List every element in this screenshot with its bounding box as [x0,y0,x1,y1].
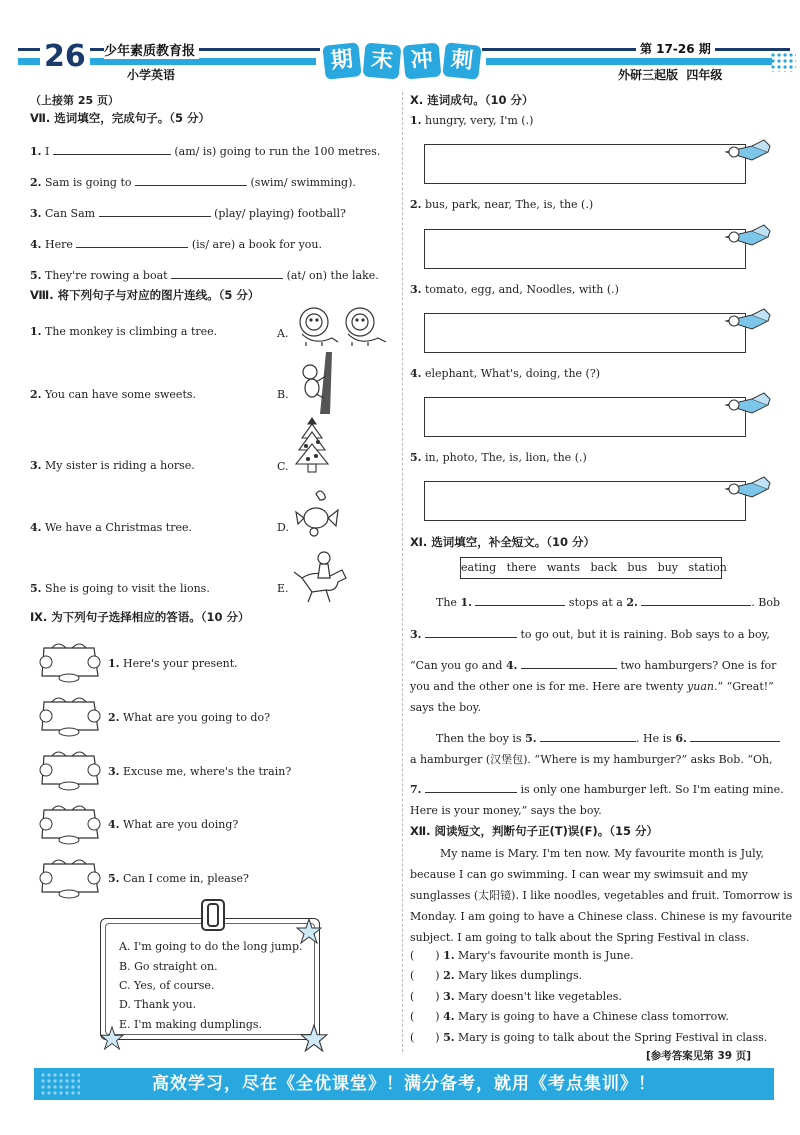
s7-pre: Can Sam [44,207,96,220]
s8-letter-b: B. [277,388,289,401]
s7-num: 1. [30,145,42,158]
s11-text: to go out, but it is raining. Bob says to a boy, [520,628,770,641]
s8-text: The monkey is climbing a tree. [44,325,218,338]
section-11-title: Ⅺ. 选词填空，补全短文。（10 分） [410,535,596,549]
header-blue-bar-right [486,58,772,65]
s10-item-4 [410,366,600,382]
lions-picture [292,304,392,348]
s7-post: (am/ is) going to run the 100 metres. [174,145,381,158]
s9-num: 1. [108,657,120,670]
answer-tag-icon [36,856,102,900]
s7-item-2 [30,174,356,191]
s12-num: 2. [443,969,455,982]
s10-item-5 [410,450,587,466]
blank-num: 1. [460,596,472,609]
s11-line-9: Here is your money,” says the boy. [410,804,602,817]
section-9-title: Ⅸ. 为下列句子选择相应的答语。（10 分） [30,610,250,624]
word-box: eating there wants back bus buy station [460,557,722,579]
s10-num: 3. [410,283,422,296]
s10-num: 5. [410,451,422,464]
s12-item-3 [410,989,622,1005]
answer-box-3[interactable] [424,313,746,353]
s8-num: 5. [30,582,42,595]
s8-num: 4. [30,521,42,534]
pencil-hand-icon [722,307,772,337]
s7-item-3 [30,205,346,222]
banner-char-2: 末 [363,42,402,79]
s11-text: . He is [636,732,672,745]
star-icon [296,918,322,944]
s11-blank-4[interactable] [521,657,617,669]
s9-num: 5. [108,872,120,885]
lion-icon [300,308,338,346]
s7-num: 3. [30,207,42,220]
section-8-title: Ⅷ. 将下列句子与对应的图片连线。（5 分） [30,288,260,302]
s9-text: Excuse me, where's the train? [122,765,292,778]
answer-paren[interactable]: ( ) [410,969,440,982]
s8-num: 2. [30,388,42,401]
s11-blank-1[interactable] [475,594,565,606]
s10-text: tomato, egg, and, Noodles, with (.) [424,283,619,296]
s9-text: What are you doing? [122,818,239,831]
pencil-hand-icon [722,475,772,505]
s7-num: 2. [30,176,42,189]
s12-text: Mary doesn't like vegetables. [458,990,622,1003]
blank-num: 2. [626,596,638,609]
s7-item-1 [30,143,380,160]
s7-blank-1[interactable] [53,143,171,155]
s10-num: 2. [410,198,422,211]
s7-post: (at/ on) the lake. [286,269,379,282]
section-10-title: Ⅹ. 连词成句。（10 分） [410,93,534,107]
monkey-tree-picture [296,352,340,414]
s7-item-5 [30,267,379,284]
paperclip-icon [200,898,226,934]
s12-text: Mary is going to talk about the Spring Festival in class. [458,1031,768,1044]
s12-passage-line-2: because I can go swimming. I can wear my swimsuit and my [410,868,748,881]
s11-line-7: a hamburger (汉堡包). “Where is my hamburger?” asks Bob. “Oh, [410,753,773,766]
column-divider [402,92,403,1052]
answer-tag-icon [36,694,102,738]
s11-blank-5[interactable] [540,730,636,742]
s7-post: (swim/ swimming). [250,176,356,189]
s8-item-1 [30,324,217,340]
s9-item-5 [108,871,249,887]
s12-text: Mary is going to have a Chinese class tomorrow. [458,1010,729,1023]
s9-item-2 [108,710,270,726]
blank-num: 3. [410,628,422,641]
subject-label: 小学英语 [127,68,176,82]
blank-num: 4. [505,659,518,672]
banner-char-4: 刺 [442,42,481,80]
s10-num: 4. [410,367,422,380]
s10-text: elephant, What's, doing, the (?) [424,367,601,380]
s11-yuan: yuan [687,680,714,693]
answer-box-5[interactable] [424,481,746,521]
s9-item-4 [108,817,238,833]
s12-passage-line-1: My name is Mary. I'm ten now. My favourite month is July, [440,847,764,860]
continued-note: （上接第 25 页） [30,94,119,107]
answer-paren[interactable]: ( ) [410,1010,440,1023]
s11-text: .” “Great!” [713,680,774,693]
s8-item-2 [30,387,196,403]
s11-text: you and the other one is for me. Here are twenty [410,680,684,693]
option-a: A. I'm going to do the long jump. [119,940,303,953]
s7-pre: Sam is going to [44,176,132,189]
s8-letter-a: A. [277,327,289,340]
s7-blank-3[interactable] [99,205,211,217]
tree-icon [320,352,332,414]
s8-item-3 [30,458,195,474]
s8-text: We have a Christmas tree. [44,521,192,534]
pencil-hand-icon [722,391,772,421]
s9-num: 3. [108,765,120,778]
s12-num: 5. [443,1031,455,1044]
answer-box-2[interactable] [424,229,746,269]
s10-text: in, photo, The, is, lion, the (.) [424,451,587,464]
s10-item-3 [410,282,619,298]
pencil-hand-icon [722,138,772,168]
s12-text: Mary likes dumplings. [458,969,583,982]
sweets-picture [294,488,344,542]
s12-item-1 [410,948,634,964]
s7-pre: I [44,145,50,158]
option-e: E. I'm making dumplings. [119,1018,263,1031]
header-dots [770,52,796,72]
s11-line-2 [410,624,770,645]
section-12-title: Ⅻ. 阅读短文，判断句子正(T)误(F)。（15 分） [410,824,659,838]
s11-blank-3[interactable] [425,626,517,638]
s8-item-4 [30,520,192,536]
s10-text: bus, park, near, The, is, the (.) [424,198,594,211]
header [0,0,800,92]
lion-icon [346,308,386,346]
s8-text: My sister is riding a horse. [44,459,195,472]
s9-item-1 [108,656,238,672]
s9-text: Here's your present. [122,657,238,670]
answer-reference: [参考答案见第 39 页] [646,1050,752,1062]
answer-tag-icon [36,640,102,684]
s11-text: two hamburgers? One is for [620,659,777,672]
blank-num: 6. [675,732,687,745]
s8-text: You can have some sweets. [44,388,197,401]
s7-num: 5. [30,269,42,282]
s11-blank-6[interactable] [690,730,780,742]
s8-letter-e: E. [277,582,289,595]
s11-text: The [436,596,457,609]
s11-line-4 [410,676,774,697]
option-d: D. Thank you. [119,998,197,1011]
girl-rider-icon [318,552,330,578]
banner-char-1: 期 [322,42,361,80]
s12-num: 1. [443,949,455,962]
s8-letter-d: D. [277,521,289,534]
star-icon [300,1024,328,1052]
s8-letter-c: C. [277,460,289,473]
options-frame [100,918,320,1040]
s11-text: “Can you go and [410,659,503,672]
christmas-tree-picture [294,416,330,478]
answer-paren[interactable]: ( ) [410,949,440,962]
pencil-hand-icon [722,223,772,253]
s7-post: (is/ are) a book for you. [191,238,323,251]
s11-line-8 [410,779,784,800]
s12-item-5 [410,1030,767,1046]
banner [320,42,482,80]
s7-item-4 [30,236,322,253]
s12-passage-line-5: subject. I am going to talk about the Spring Festival in class. [410,931,750,944]
s11-line-5: says the boy. [410,701,481,714]
s7-blank-4[interactable] [76,236,188,248]
s10-item-1 [410,113,533,129]
answer-paren[interactable]: ( ) [410,990,440,1003]
s12-text: Mary's favourite month is June. [458,949,634,962]
edition-label: 外研三起版 四年级 [618,68,723,82]
s8-num: 3. [30,459,42,472]
horse-rider-picture [292,548,356,604]
s10-text: hungry, very, I'm (.) [424,114,534,127]
s12-item-2 [410,968,582,984]
blank-num: 5. [525,732,537,745]
option-c: C. Yes, of course. [119,979,215,992]
s12-passage-line-3: sunglasses (太阳镜). I like noodles, vegetables and fruit. Tomorrow is [410,889,793,902]
s12-num: 3. [443,990,455,1003]
period-label: 第 17-26 期 [636,40,715,57]
s11-blank-2[interactable] [641,594,751,606]
s8-item-5 [30,581,210,597]
s8-num: 1. [30,325,42,338]
s9-num: 4. [108,818,120,831]
newspaper-name: 少年素质教育报 [104,40,199,59]
christmas-tree-icon [296,418,328,472]
answer-box-1[interactable] [424,144,746,184]
banner-char-3: 冲 [403,42,442,79]
s11-blank-7[interactable] [425,781,517,793]
answer-paren[interactable]: ( ) [410,1031,440,1044]
candy-icon [296,491,338,536]
answer-tag-icon [36,802,102,846]
answer-box-4[interactable] [424,397,746,437]
s12-passage-line-4: Monday. I am going to have a Chinese class. Chinese is my favourite [410,910,793,923]
s7-blank-2[interactable] [135,174,247,186]
s11-text: Then the boy is [436,732,522,745]
footer-banner [34,1068,774,1100]
s11-line-1 [436,592,780,613]
issue-number: 26 [40,40,90,74]
s10-num: 1. [410,114,422,127]
option-b: B. Go straight on. [119,960,218,973]
footer-slogan: 高效学习，尽在《全优课堂》！满分备考，就用《考点集训》！ [152,1074,656,1094]
blank-num: 7. [410,783,422,796]
s12-num: 4. [443,1010,455,1023]
s9-text: What are you going to do? [122,711,270,724]
section-7-title: Ⅶ. 选词填空，完成句子。（5 分） [30,111,211,125]
s11-text: stops at a [568,596,623,609]
s9-text: Can I come in, please? [122,872,249,885]
star-icon [100,1026,124,1050]
s7-pre: Here [44,238,73,251]
s9-item-3 [108,764,291,780]
answer-tag-icon [36,748,102,792]
s10-item-2 [410,197,593,213]
s8-text: She is going to visit the lions. [44,582,210,595]
s11-line-6 [436,728,780,749]
s12-item-4 [410,1009,729,1025]
s7-post: (play/ playing) football? [214,207,346,220]
s7-blank-5[interactable] [171,267,283,279]
s11-line-3 [410,655,776,676]
s11-text: is only one hamburger left. So I'm eating mine. [520,783,784,796]
s7-pre: They're rowing a boat [44,269,168,282]
s9-num: 2. [108,711,120,724]
s11-text: . Bob [751,596,781,609]
s7-num: 4. [30,238,42,251]
